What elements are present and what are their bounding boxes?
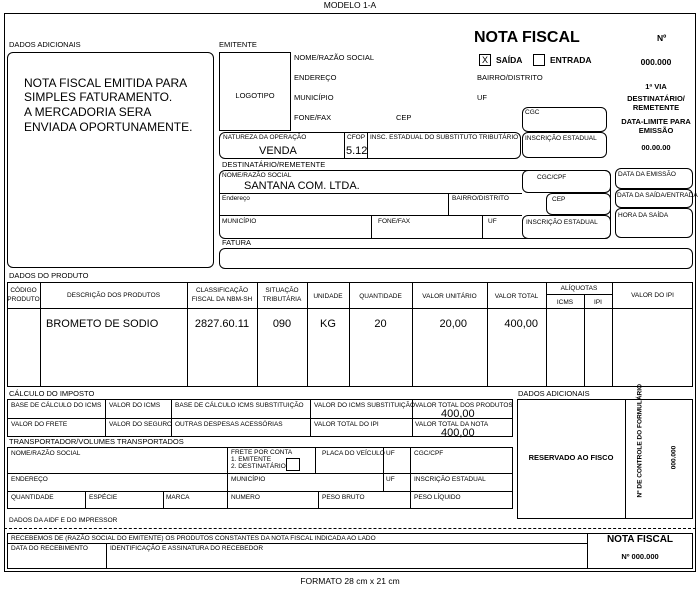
dados-adicionais-bottom-label: DADOS ADICIONAIS <box>518 389 590 398</box>
col-codigo-2: PRODUTO <box>7 296 40 303</box>
reservado-fisco: RESERVADO AO FISCO <box>528 453 614 462</box>
dest-uf-label: UF <box>488 218 497 225</box>
total-nota-label: VALOR TOTAL DA NOTA <box>415 421 489 428</box>
emitente-fone-label: FONE/FAX <box>294 113 332 122</box>
dest-nome-value: SANTANA COM. LTDA. <box>244 180 360 192</box>
transp-municipio-label: MUNICÍPIO <box>231 476 266 483</box>
col-classificacao-2: FISCAL DA NBM-SH <box>191 296 253 303</box>
controle-formulario-value: 000.000 <box>670 445 678 470</box>
emitente-label: EMITENTE <box>219 40 257 49</box>
transp-inscricao-label: INSCRIÇÃO ESTADUAL <box>414 476 486 483</box>
total-nota-value: 400,00 <box>441 427 475 439</box>
emitente-cgc-label: CGC <box>525 109 540 116</box>
seguro-label: VALOR DO SEGURO <box>109 421 173 428</box>
dest-cgc-box <box>522 170 611 193</box>
col-situacao-2: TRIBUTÁRIA <box>262 296 302 303</box>
col-icms: ICMS <box>556 299 574 306</box>
dest-fone-label: FONE/FAX <box>378 218 411 225</box>
base-icms-label: BASE DE CÁLCULO DO ICMS <box>11 402 102 409</box>
via-dest-2: REMETENTE <box>632 103 680 112</box>
fatura-box <box>219 248 693 269</box>
total-produtos-value: 400,00 <box>441 408 475 420</box>
frete-conta-label: FRETE POR CONTA <box>231 449 293 456</box>
row-classificacao: 2827.60.11 <box>194 318 250 330</box>
row-valor-unitario: 20,00 <box>439 318 467 330</box>
data-limite-2: EMISSÃO <box>638 126 674 135</box>
entrada-checkbox <box>533 54 545 66</box>
transp-numero-label: NUMERO <box>231 494 260 501</box>
natureza-label: NATUREZA DA OPERAÇÃO <box>223 134 307 141</box>
fatura-label: FATURA <box>222 238 252 247</box>
canhoto-numero: Nº 000.000 <box>621 552 659 561</box>
identificacao-label: IDENTIFICAÇÃO E ASSINATURA DO RECEBEDOR <box>110 545 264 552</box>
row-descricao: BROMETO DE SODIO <box>46 318 159 330</box>
col-ipi: IPI <box>594 299 602 306</box>
col-valor-total: VALOR TOTAL <box>494 293 539 300</box>
emitente-cep-label: CEP <box>396 113 412 122</box>
valor-icms-label: VALOR DO ICMS <box>109 402 161 409</box>
canhoto-title: NOTA FISCAL <box>606 534 674 545</box>
transp-quantidade-label: QUANTIDADE <box>11 494 54 501</box>
data-limite-value: 00.00.00 <box>641 143 671 152</box>
frete-label: VALOR DO FRETE <box>11 421 68 428</box>
dados-line-3: A MERCADORIA SERA <box>24 105 152 119</box>
frete-emitente: 1. EMITENTE <box>231 456 272 463</box>
aidf-label: DADOS DA AIDF E DO IMPRESSOR <box>9 517 118 524</box>
data-recebimento-label: DATA DO RECEBIMENTO <box>11 545 88 552</box>
transp-uf2-label: UF <box>386 476 395 483</box>
row-unidade: KG <box>320 318 336 330</box>
data-limite-1: DATA-LIMITE PARA <box>621 117 691 126</box>
transp-especie-label: ESPÉCIE <box>89 494 118 501</box>
transp-nome-label: NOME/RAZÃO SOCIAL <box>11 450 81 457</box>
emitente-uf-label: UF <box>477 93 487 102</box>
modelo-label: MODELO 1-A <box>323 0 377 10</box>
hora-saida-label: HORA DA SAÍDA <box>618 212 669 219</box>
nota-fiscal-title: NOTA FISCAL <box>474 29 580 46</box>
data-saida-label: DATA DA SAÍDA/ENTRADA <box>617 192 698 199</box>
col-valor-ipi: VALOR DO IPI <box>631 292 674 299</box>
placa-label: PLACA DO VEÍCULO <box>322 450 385 457</box>
subst-label: INSC. ESTADUAL DO SUBSTITUTO TRIBUTÁRIO <box>370 134 519 141</box>
col-codigo-1: CÓDIGO <box>10 287 37 294</box>
frete-checkbox <box>286 458 300 471</box>
nota-via: 1ª VIA <box>645 82 667 91</box>
dados-line-4: ENVIADA OPORTUNAMENTE. <box>24 120 193 134</box>
frete-destinatario: 2. DESTINATÁRIO <box>231 463 286 470</box>
base-subst-label: BASE DE CÁLCULO ICMS SUBSTITUIÇÃO <box>175 402 304 409</box>
dest-nome-label: NOME/RAZÃO SOCIAL <box>222 172 292 179</box>
dest-cgc-label: CGC/CPF <box>537 174 567 181</box>
dados-adicionais-label: DADOS ADICIONAIS <box>9 40 81 49</box>
data-emissao-label: DATA DA EMISSÃO <box>618 171 676 178</box>
col-situacao-1: SITUAÇÃO <box>265 287 299 294</box>
cfop-value: 5.12 <box>346 145 368 157</box>
recebemos-text: RECEBEMOS DE (RAZÃO SOCIAL DO EMITENTE) OS PRODUTOS CONSTANTES DA NOTA FISCAL INDICADA AO LADO <box>11 535 376 542</box>
transportador-label: TRANSPORTADOR/VOLUMES TRANSPORTADOS <box>9 437 184 446</box>
dest-cep-label: CEP <box>552 196 566 203</box>
cfop-label: CFOP <box>347 134 366 141</box>
produtos-label: DADOS DO PRODUTO <box>9 271 89 280</box>
col-quantidade: QUANTIDADE <box>359 293 402 300</box>
dest-municipio-label: MUNICÍPIO <box>222 218 257 225</box>
peso-liquido-label: PESO LÍQUIDO <box>414 494 461 501</box>
natureza-value: VENDA <box>259 145 297 157</box>
valor-subst-label: VALOR DO ICMS SUBSTITUIÇÃO <box>314 402 416 409</box>
emitente-endereco-label: ENDEREÇO <box>294 73 337 82</box>
transp-marca-label: MARCA <box>166 494 190 501</box>
transp-endereco-label: ENDEREÇO <box>11 476 48 483</box>
dados-line-1: NOTA FISCAL EMITIDA PARA <box>24 76 188 90</box>
col-unidade: UNIDADE <box>313 293 343 300</box>
saida-label: SAÍDA <box>496 55 523 65</box>
emitente-nome-label: NOME/RAZÃO SOCIAL <box>294 53 375 62</box>
peso-bruto-label: PESO BRUTO <box>322 494 365 501</box>
saida-checkbox: X <box>479 54 491 66</box>
formato-label: FORMATO 28 cm x 21 cm <box>300 576 400 586</box>
col-valor-unitario: VALOR UNITÁRIO <box>422 293 477 300</box>
cut-line <box>4 528 696 529</box>
outras-label: OUTRAS DESPESAS ACESSÓRIAS <box>175 421 283 428</box>
total-produtos-label: VALOR TOTAL DOS PRODUTOS <box>415 402 513 409</box>
logotipo-label: LOGOTIPO <box>235 91 275 100</box>
emitente-bairro-label: BAIRRO/DISTRITO <box>477 73 543 82</box>
transp-cgc-label: CGC/CPF <box>414 450 444 457</box>
col-aliquotas: ALÍQUOTAS <box>560 285 598 292</box>
via-dest-1: DESTINATÁRIO/ <box>627 94 685 103</box>
dest-inscricao-label: INSCRIÇÃO ESTADUAL <box>526 219 598 226</box>
emitente-inscricao-label: INSCRIÇÃO ESTADUAL <box>525 135 597 142</box>
total-ipi-label: VALOR TOTAL DO IPI <box>314 421 379 428</box>
imposto-label: CÁLCULO DO IMPOSTO <box>9 389 95 398</box>
nota-no-label: Nº <box>657 33 667 43</box>
col-descricao: DESCRIÇÃO DOS PRODUTOS <box>66 292 161 299</box>
transp-uf-label: UF <box>386 450 395 457</box>
col-classificacao-1: CLASSIFICAÇÃO <box>195 287 248 294</box>
row-situacao: 090 <box>272 318 292 330</box>
controle-formulario-label: Nº DE CONTROLE DO FORMULÁRIO <box>636 383 644 498</box>
dest-endereco-label: Endereço <box>222 195 250 202</box>
dados-line-2: SIMPLES FATURAMENTO. <box>24 90 173 104</box>
destinatario-label: DESTINATÁRIO/REMETENTE <box>222 160 326 169</box>
row-quantidade: 20 <box>374 318 387 330</box>
nota-numero: 000.000 <box>640 57 672 67</box>
dest-bairro-label: BAIRRO/DISTRITO <box>452 195 509 202</box>
emitente-municipio-label: MUNICÍPIO <box>294 93 334 102</box>
row-valor-total: 400,00 <box>504 318 538 330</box>
entrada-label: ENTRADA <box>550 55 592 65</box>
